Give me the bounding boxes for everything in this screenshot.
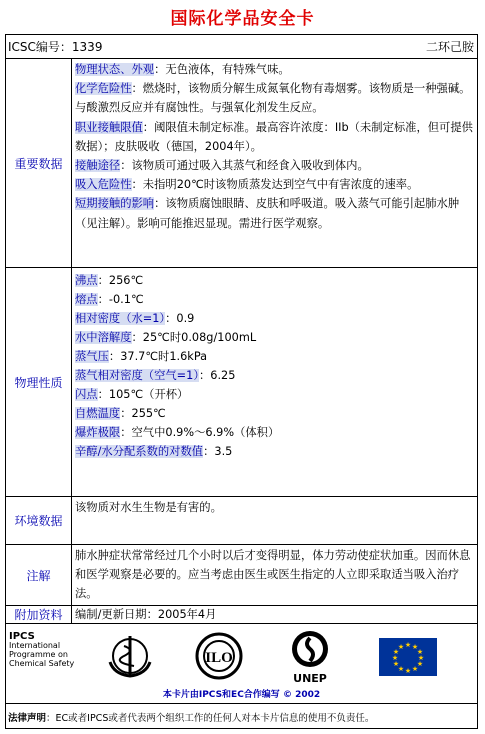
legal-notice: 法律声明：EC或者IPCS或者代表两个组织工作的任何人对本卡片信息的使用不负责任。 — [8, 713, 375, 724]
environment-label: 环境数据 — [6, 497, 72, 544]
logos-row — [6, 624, 477, 704]
ipcs-logo: IPCS International Programme on Chemical Safety — [9, 631, 75, 668]
physical-properties-content — [72, 268, 477, 496]
physical-properties-label: 物理性质 — [6, 268, 72, 496]
important-item: 接触途径：该物质可通过吸入其蒸气和经食入吸收到体内。 — [75, 159, 369, 173]
property-item: 沸点：256℃ — [75, 274, 144, 287]
svg-text:★: ★ — [411, 665, 419, 673]
property-item: 水中溶解度：25℃时0.08g/100mL — [75, 331, 257, 344]
header-row — [6, 35, 477, 59]
unep-emblem-icon — [288, 630, 332, 670]
who-emblem-icon — [104, 632, 156, 680]
svg-text:★: ★ — [392, 660, 400, 668]
ilo-emblem-icon — [192, 630, 246, 682]
property-item: 相对密度（水=1）：0.9 — [75, 312, 195, 325]
property-item: 辛醇/水分配系数的对数值：3.5 — [75, 445, 233, 458]
property-item: 爆炸极限：空气中0.9%～6.9%（体积） — [75, 426, 280, 439]
svg-text:★: ★ — [416, 648, 424, 656]
property-item: 闪点：105℃（开杯） — [75, 388, 189, 401]
svg-text:★: ★ — [411, 643, 419, 651]
card-title: 国际化学品安全卡 — [170, 9, 315, 29]
important-item: 吸入危险性：未指明20℃时该物质蒸发达到空气中有害浓度的速率。 — [75, 178, 419, 192]
chemical-name: 二环己胺 — [425, 40, 474, 54]
additional-info-label: 附加资料 — [6, 606, 72, 623]
svg-text:★: ★ — [417, 654, 425, 662]
property-item: 自燃温度：255℃ — [75, 407, 166, 420]
environment-row — [6, 497, 477, 545]
svg-text:★: ★ — [391, 654, 399, 662]
logos-area — [6, 624, 477, 703]
property-item: 蒸气压：37.7℃时1.6kPa — [75, 350, 208, 363]
logos-footer: 本卡片由IPCS和EC合作编写 © 2002 — [162, 690, 321, 700]
important-data-label: 重要数据 — [6, 59, 72, 267]
notes-text: 肺水肿症状常常经过几个小时以后才变得明显，体力劳动使症状加重。因而休息和医学观察是必要的。应当考虑由医生或医生指定的人立即采取适当吸入治疗法。 — [75, 549, 471, 601]
important-item: 短期接触的影响：该物质腐蚀眼睛、皮肤和呼吸道。吸入蒸气可能引起肺水肿（见注解）。影响可能推迟显现。需进行医学观察。 — [75, 197, 460, 230]
physical-properties-row — [6, 268, 477, 497]
unep-label: UNEP — [293, 672, 327, 685]
important-item: 化学危险性：燃烧时，该物质分解生成氮氧化物有毒烟雾。该物质是一种强碱。与酸激烈反应并有腐蚀性。与强氧化剂发生反应。 — [75, 82, 471, 115]
additional-info-row — [6, 606, 477, 624]
legal-row — [6, 704, 477, 730]
important-data-content — [72, 59, 477, 267]
svg-text:★: ★ — [404, 667, 412, 675]
svg-text:★: ★ — [397, 643, 405, 651]
svg-text:★: ★ — [416, 660, 424, 668]
svg-text:★: ★ — [397, 665, 405, 673]
svg-text:ILO: ILO — [205, 650, 233, 666]
property-item: 熔点：-0.1℃ — [75, 293, 144, 306]
icsc-number: ICSC编号：1339 — [8, 40, 103, 54]
notes-label: 注解 — [6, 545, 72, 605]
notes-row — [6, 545, 477, 606]
svg-text:★: ★ — [392, 648, 400, 656]
additional-info-text: 编制/更新日期：2005年4月 — [75, 608, 217, 621]
important-item: 物理状态、外观：无色液体，有特殊气味。 — [75, 63, 290, 76]
important-item: 职业接触限值：阈限值未制定标准。最高容许浓度：IIb（未制定标准，但可提供数据）；皮肤吸收（德国，2004年）。 — [75, 120, 473, 153]
safety-card — [5, 34, 478, 729]
eu-flag-icon — [379, 638, 437, 676]
property-item: 蒸气相对密度（空气=1）：6.25 — [75, 369, 236, 382]
important-data-row — [6, 59, 477, 268]
environment-text: 该物质对水生生物是有害的。 — [75, 501, 222, 514]
svg-text:★: ★ — [404, 641, 412, 649]
